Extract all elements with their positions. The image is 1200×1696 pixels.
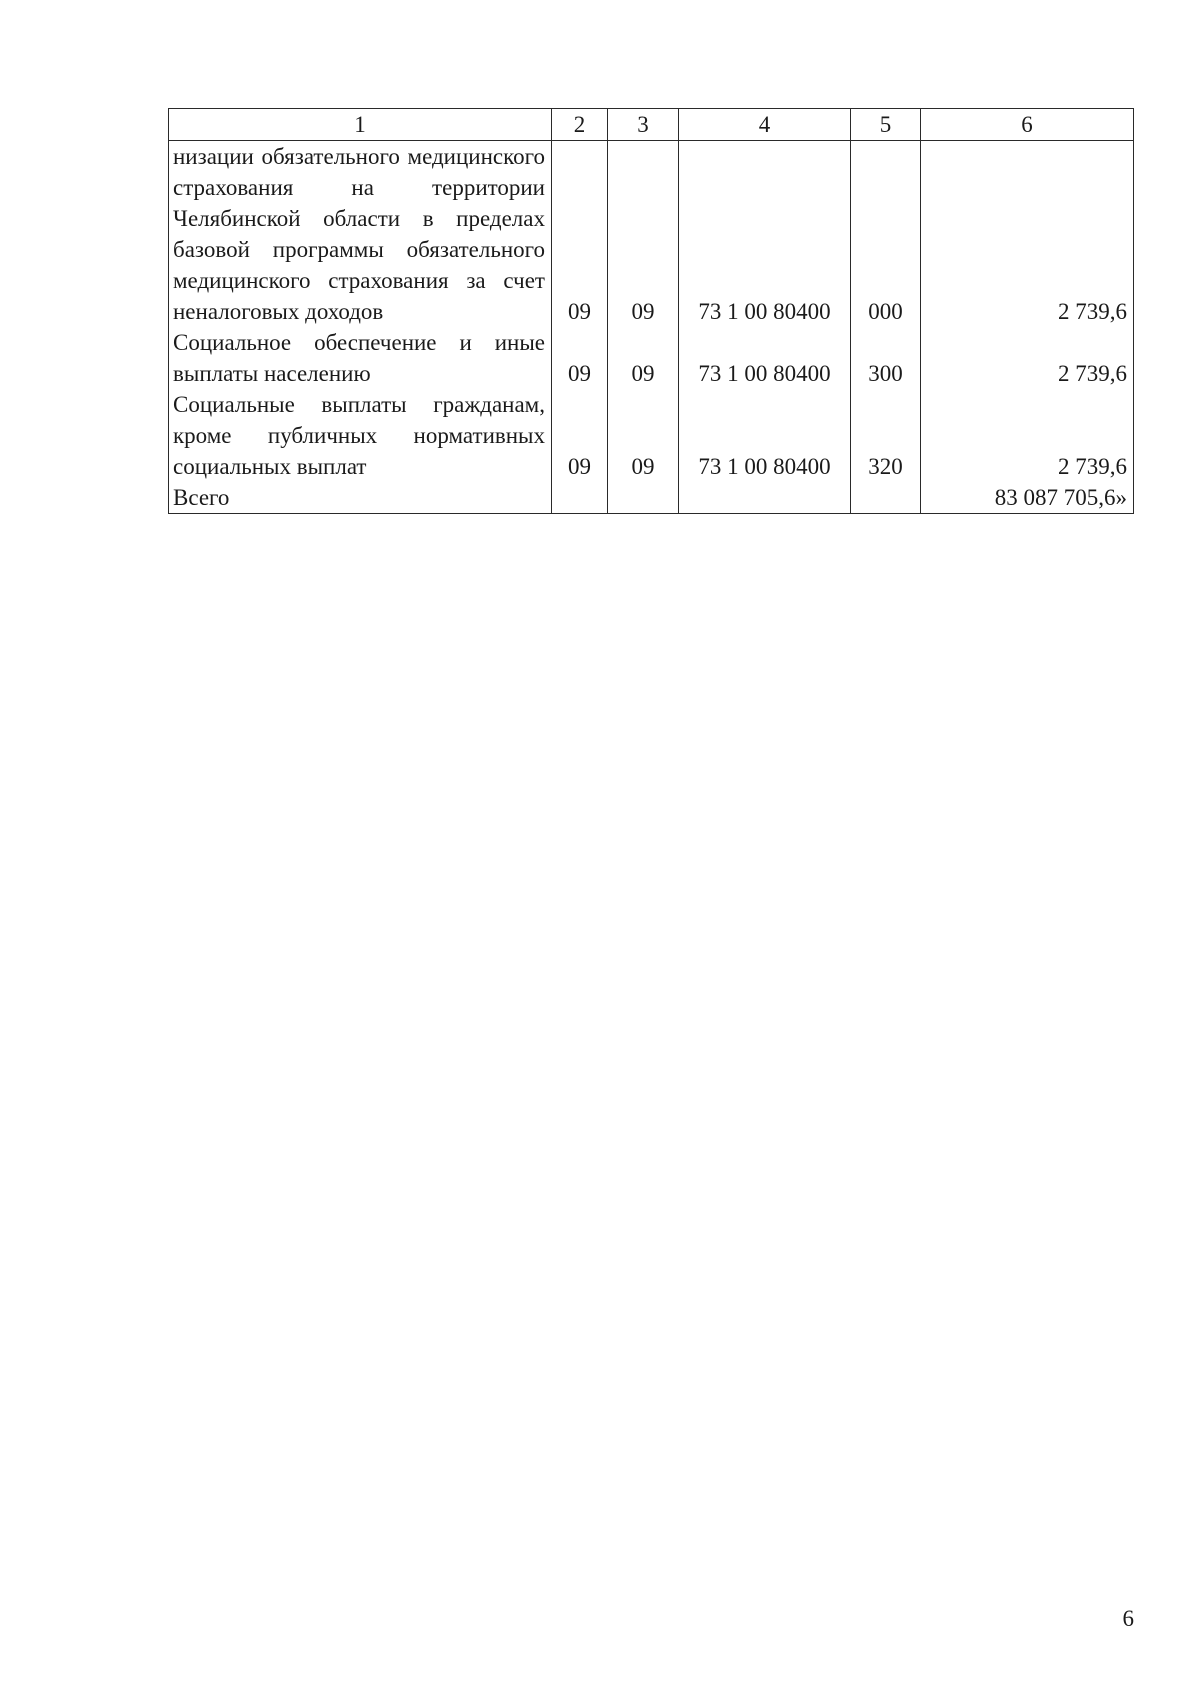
row-section: 09 <box>552 141 608 328</box>
row-section: 09 <box>552 327 608 389</box>
total-label: Всего <box>169 482 552 514</box>
header-col-1: 1 <box>169 109 552 141</box>
row-name: низации обязательного медицинского страхования на территории Челябинской области в пределах базовой программы обязательного медицинского страхования за счет неналоговых доходов <box>169 141 552 328</box>
row-target-code: 73 1 00 80400 <box>679 389 851 482</box>
header-col-6: 6 <box>921 109 1134 141</box>
header-col-2: 2 <box>552 109 608 141</box>
total-amount: 83 087 705,6» <box>921 482 1134 514</box>
row-subsection: 09 <box>608 389 679 482</box>
row-amount: 2 739,6 <box>921 141 1134 328</box>
row-target-code: 73 1 00 80400 <box>679 141 851 328</box>
page-number: 6 <box>1122 1606 1134 1631</box>
row-expense-type: 320 <box>851 389 921 482</box>
header-col-5: 5 <box>851 109 921 141</box>
row-amount: 2 739,6 <box>921 389 1134 482</box>
row-name: Социальные выплаты гражданам, кроме публичных нормативных социальных выплат <box>169 389 552 482</box>
row-expense-type: 300 <box>851 327 921 389</box>
row-section: 09 <box>552 389 608 482</box>
table-row <box>169 389 1134 482</box>
row-expense-type: 000 <box>851 141 921 328</box>
header-col-4: 4 <box>679 109 851 141</box>
row-amount: 2 739,6 <box>921 327 1134 389</box>
table-row <box>169 141 1134 328</box>
table-row <box>169 327 1134 389</box>
budget-table <box>168 108 1134 514</box>
row-subsection: 09 <box>608 141 679 328</box>
header-col-3: 3 <box>608 109 679 141</box>
row-target-code: 73 1 00 80400 <box>679 327 851 389</box>
row-subsection: 09 <box>608 327 679 389</box>
table-total-row <box>169 482 1134 514</box>
table-header-row <box>169 109 1134 141</box>
row-name: Социальное обеспечение и иные выплаты населению <box>169 327 552 389</box>
